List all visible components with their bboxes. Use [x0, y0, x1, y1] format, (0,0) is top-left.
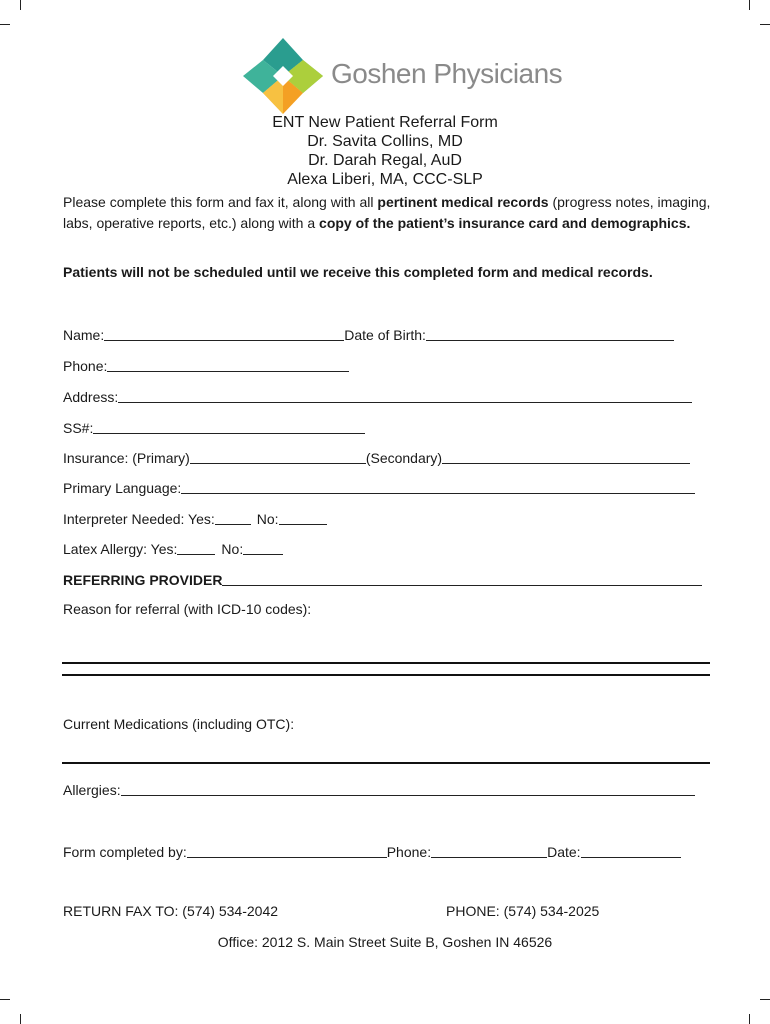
medications-field	[63, 716, 294, 732]
address-label: Address:	[63, 389, 119, 405]
instructions	[63, 192, 713, 234]
interpreter-field[interactable]	[63, 510, 327, 527]
primary-language-field[interactable]	[63, 479, 695, 496]
name-field[interactable]	[63, 326, 674, 343]
insurance-field[interactable]	[63, 449, 690, 466]
name-label: Name:	[63, 327, 105, 343]
medications-input-line[interactable]	[62, 762, 710, 764]
form-heading	[0, 113, 770, 189]
office-address: Office: 2012 S. Main Street Suite B, Goshen IN 46526	[217, 934, 553, 950]
allergies-field[interactable]	[63, 781, 695, 798]
completed-by-field[interactable]	[63, 843, 681, 860]
latex-no-line[interactable]	[243, 540, 283, 555]
provider-name: Dr. Darah Regal, AuD	[308, 152, 462, 169]
ssn-label: SS#:	[63, 420, 94, 436]
allergies-label: Allergies:	[63, 782, 121, 798]
interpreter-yes-line[interactable]	[215, 510, 251, 525]
provider-name: Dr. Savita Collins, MD	[307, 133, 463, 150]
brand-name: Goshen Physicians	[331, 58, 563, 89]
completed-phone-input-line[interactable]	[431, 843, 547, 858]
interpreter-label: Interpreter Needed: Yes:	[63, 511, 215, 527]
insurance-primary-label: Insurance: (Primary)	[63, 450, 190, 466]
reason-field	[63, 601, 311, 617]
scheduling-notice: Patients will not be scheduled until we receive this completed form and medical records.	[63, 264, 653, 280]
insurance-secondary-label: (Secondary)	[365, 450, 443, 466]
referring-provider-field[interactable]	[63, 571, 702, 588]
address-input-line[interactable]	[118, 388, 692, 403]
medications-label: Current Medications (including OTC):	[63, 716, 295, 732]
allergies-input-line[interactable]	[121, 781, 695, 796]
completed-date-input-line[interactable]	[581, 843, 681, 858]
instructions-bold: pertinent medical records	[377, 194, 549, 210]
crop-mark	[0, 24, 10, 25]
provider-name: Alexa Liberi, MA, CCC-SLP	[287, 171, 483, 188]
latex-no-label: No:	[221, 541, 244, 557]
primary-language-label: Primary Language:	[63, 480, 182, 496]
instructions-bold: copy of the patient’s insurance card and demographics.	[319, 215, 691, 231]
phone-label: Phone:	[63, 358, 108, 374]
phone-field[interactable]	[63, 357, 349, 374]
name-input-line[interactable]	[104, 326, 344, 341]
dob-input-line[interactable]	[426, 326, 674, 341]
crop-mark	[749, 0, 750, 10]
completed-date-label: Date:	[547, 844, 581, 860]
ssn-input-line[interactable]	[93, 419, 365, 434]
latex-label: Latex Allergy: Yes:	[63, 541, 178, 557]
latex-allergy-field[interactable]	[63, 540, 283, 557]
reason-input-line[interactable]	[62, 662, 710, 664]
instructions-text: (progress notes, imaging, labs, operative reports, etc.) along with a	[63, 194, 711, 231]
referring-provider-label: REFERRING PROVIDER	[63, 572, 223, 588]
address-field[interactable]	[63, 388, 692, 405]
crop-mark	[20, 0, 21, 10]
crop-mark	[0, 999, 10, 1000]
referring-provider-input-line[interactable]	[222, 571, 702, 586]
dob-label: Date of Birth:	[344, 327, 426, 343]
crop-mark	[760, 999, 770, 1000]
interpreter-no-label: No:	[256, 511, 279, 527]
crop-mark	[749, 1014, 750, 1024]
logo-mark-icon	[243, 38, 323, 114]
logo	[243, 38, 563, 114]
instructions-text: Please complete this form and fax it, along with all	[63, 194, 378, 210]
completed-by-label: Form completed by:	[63, 844, 187, 860]
insurance-primary-input-line[interactable]	[190, 449, 366, 464]
phone-input-line[interactable]	[107, 357, 349, 372]
reason-label: Reason for referral (with ICD-10 codes):	[63, 601, 312, 617]
latex-yes-line[interactable]	[177, 540, 215, 555]
completed-phone-label: Phone:	[386, 844, 432, 860]
ssn-field[interactable]	[63, 419, 365, 436]
reason-input-line[interactable]	[62, 674, 710, 676]
primary-language-input-line[interactable]	[181, 479, 695, 494]
return-fax: RETURN FAX TO: (574) 534-2042	[63, 903, 279, 919]
office-phone: PHONE: (574) 534-2025	[446, 903, 600, 919]
form-title: ENT New Patient Referral Form	[272, 114, 498, 131]
crop-mark	[20, 1014, 21, 1024]
completed-by-input-line[interactable]	[187, 843, 387, 858]
insurance-secondary-input-line[interactable]	[442, 449, 690, 464]
crop-mark	[760, 24, 770, 25]
interpreter-no-line[interactable]	[279, 510, 327, 525]
